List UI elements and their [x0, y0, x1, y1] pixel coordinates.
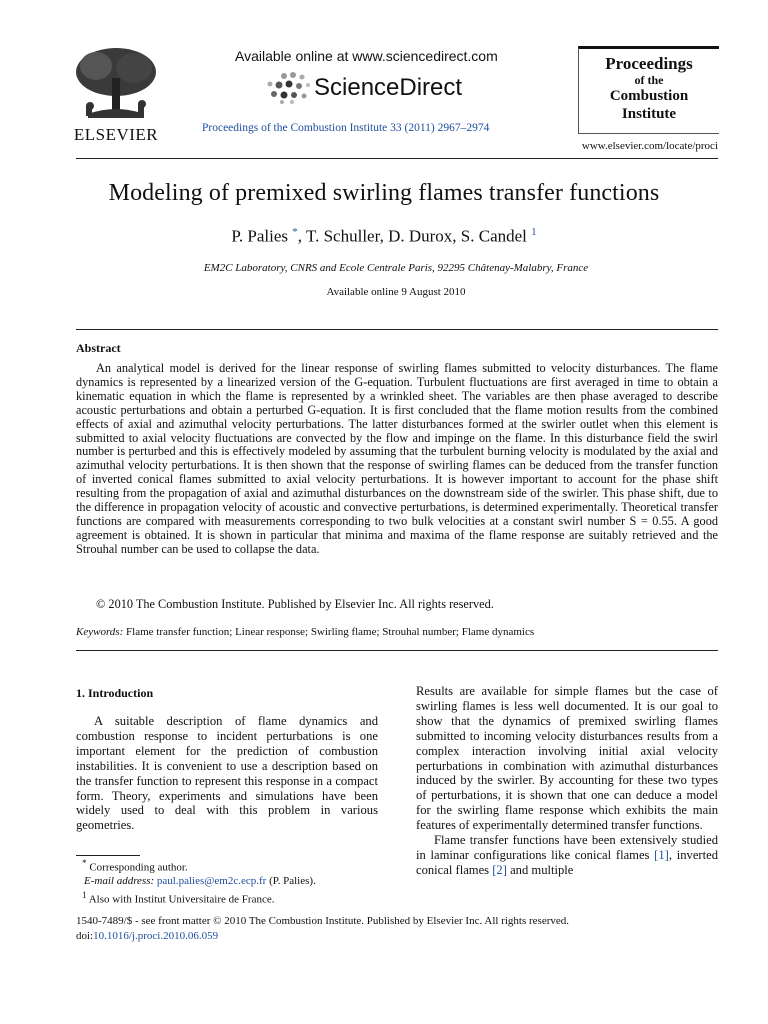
journal-citation[interactable]: Proceedings of the Combustion Institute 33 (2011) 2967–2974 [202, 122, 490, 134]
footnote-corresponding [76, 857, 386, 875]
email-owner: (P. Palies). [269, 875, 316, 888]
footnote-star: * [82, 858, 87, 868]
journal-box [578, 46, 719, 134]
corresponding-author-mark[interactable]: * [292, 226, 298, 238]
available-date: Available online 9 August 2010 [326, 286, 466, 298]
journal-url[interactable]: www.elsevier.com/locate/proci [581, 140, 718, 152]
title-rule [76, 329, 718, 330]
footnote-rule [76, 855, 140, 856]
email-label: E-mail address: [84, 875, 155, 888]
authors [0, 226, 768, 247]
intro-paragraph-2: Results are available for simple flames but the case of swirling flames is less well documented. It is our goal to show that the dynamics of premixed swirling flames submitted to incoming velocity disturbances results from a complex interaction involving initial axial velocity perturbations in combination with azimuthal disturbances induced by the swirler. By accounting for these two types of perturbations, it is shown that one can deduce a model for the swirling flame response which exhibits the main features of experimentally determined transfer functions. [416, 684, 718, 833]
intro-paragraph-3-start: Flame transfer functions have been extensively studied in laminar configurations like conical flames [416, 833, 718, 862]
doi-link[interactable]: 10.1016/j.proci.2010.06.059 [93, 930, 219, 942]
available-online-text: Available online at www.sciencedirect.com [235, 48, 498, 64]
journal-box-line1: Proceedings [605, 54, 693, 73]
right-column [416, 684, 718, 878]
introduction-heading: 1. Introduction [76, 686, 154, 700]
sciencedirect-dots-icon [262, 70, 312, 104]
journal-box-line2: of the [634, 73, 664, 87]
footnote-email [76, 875, 386, 889]
elsevier-logo [68, 44, 164, 144]
journal-box-line3: Combustion [609, 88, 689, 104]
author-footnote-mark[interactable]: 1 [531, 226, 537, 238]
keywords-text: Flame transfer function; Linear response; Swirling flame; Strouhal number; Flame dynamics [126, 626, 535, 638]
journal-box-line4: Institute [621, 106, 677, 122]
abstract-copyright: © 2010 The Combustion Institute. Published by Elsevier Inc. All rights reserved. [96, 597, 494, 611]
keywords-label: Keywords: [76, 626, 124, 638]
email-link[interactable]: paul.palies@em2c.ecp.fr [156, 875, 267, 888]
publisher-name: ELSEVIER [73, 125, 159, 144]
intro-paragraph-3 [416, 833, 718, 878]
footnote-1 [76, 889, 386, 907]
affiliation: EM2C Laboratory, CNRS and Ecole Centrale Paris, 92295 Châtenay-Malabry, France [203, 262, 589, 274]
article-title: Modeling of premixed swirling flames transfer functions [108, 180, 660, 206]
intro-paragraph-3-end: and multiple [506, 862, 574, 877]
abstract-rule [76, 650, 718, 651]
author-first: P. Palies [231, 226, 289, 246]
abstract-body: An analytical model is derived for the linear response of swirling flames submitted to velocity disturbances. The flame dynamics is represented by a linearized version of the G-equation. Turbulent fluctuations are first averaged in time to obtain a kinematic equation in which the flame is represented by a wrinkled sheet. The variables are then phase averaged to describe acoustic perturbations and obtain a perturbed G-equation. It is first concluded that the flame motion results from the combined effects of axial and azimuthal velocity perturbations. The latter disturbances formed at the swirler outlet when this element is submitted to axial velocity fluctuations are convected by the flow and impinge on the flame. In this disturbance field the swirl number is perturbed and this is effectively modeled by assuming that the turbulent burning velocity is modulated by the axial and azimuthal velocity perturbations. It is then shown that the response of swirling flames can be deduced from the transfer function of inverted conical flames submitted to axial velocity perturbations. It is however important to account for the phase shift resulting from the propagation of axial and azimuthal disturbances on the downstream side of the swirler. This phase shift, due to the difference in propagation velocity of acoustic and convective perturbations, is determined experimentally. Theoretical transfer functions are compared with measurements corresponding to two bulk velocities at a constant swirl number S = 0.55. A good agreement is obtained. It is shown in particular that minima and maxima of the flame response are suitably retrieved and the Strouhal number can be used to collapse the data. [76, 361, 718, 556]
elsevier-tree-icon [68, 44, 164, 120]
issn-line: 1540-7489/$ - see front matter © 2010 The Combustion Institute. Published by Elsevier Inc. All rights reserved. [76, 915, 569, 927]
footnote-1-mark: 1 [82, 889, 87, 900]
footnote-1-text: Also with Institut Universitaire de France. [88, 893, 275, 906]
intro-paragraph-1: A suitable description of flame dynamics and combustion response to incident perturbations is one important element for the prediction of combustion instabilities. It is convenient to use a description based on the transfer function to represent this response in a compact form. Theory, experiments and simulations have been widely used to deal with this problem in various geometries. [76, 714, 378, 833]
header-rule [76, 158, 718, 159]
footnotes [76, 857, 386, 907]
abstract-heading: Abstract [76, 341, 121, 355]
doi-label: doi: [76, 930, 94, 942]
footnote-corresponding-text: Corresponding author. [89, 861, 188, 874]
sciencedirect-brand: ScienceDirect [314, 74, 463, 101]
sciencedirect-logo [262, 70, 492, 104]
reference-2-link[interactable]: [2] [492, 862, 507, 877]
intro-paragraph-3-mid: , inverted conical flames [416, 847, 718, 877]
authors-rest: , T. Schuller, D. Durox, S. Candel [297, 226, 527, 246]
doi-line [76, 930, 218, 942]
reference-1-link[interactable]: [1] [654, 847, 669, 862]
keywords [76, 626, 534, 638]
